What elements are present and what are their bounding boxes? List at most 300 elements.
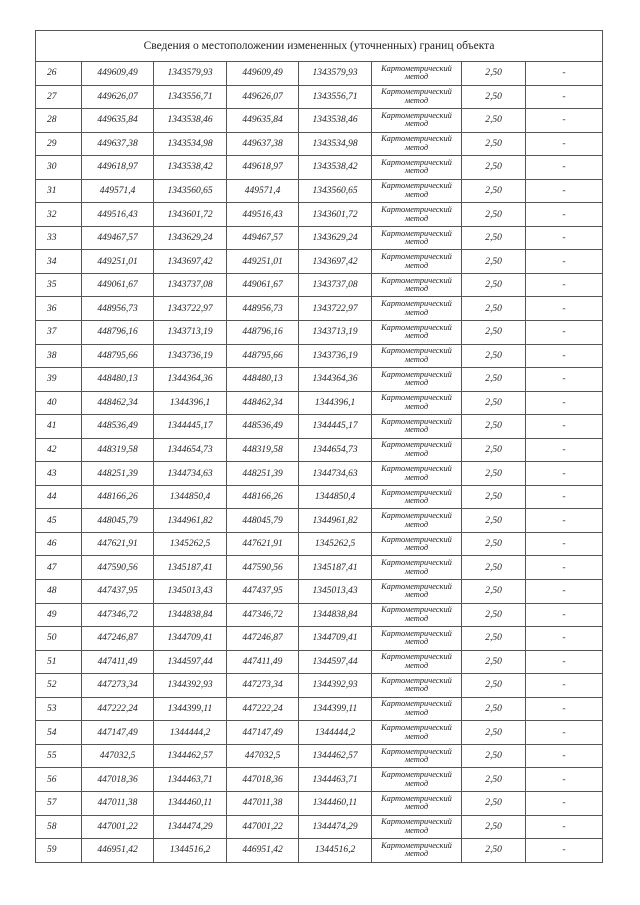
x-new-cell: 449626,07 xyxy=(227,85,299,109)
y-new-cell: 1343538,46 xyxy=(299,109,372,133)
point-number-cell: 48 xyxy=(36,580,82,604)
y-new-cell: 1343722,97 xyxy=(299,297,372,321)
y-new-cell: 1344463,71 xyxy=(299,768,372,792)
table-row xyxy=(36,179,603,203)
y-old-cell: 1344474,29 xyxy=(154,815,227,839)
point-number-cell: 31 xyxy=(36,179,82,203)
method-cell: Картометрический метод xyxy=(372,179,462,203)
y-old-cell: 1344460,11 xyxy=(154,791,227,815)
y-new-cell: 1344444,2 xyxy=(299,721,372,745)
y-old-cell: 1344444,2 xyxy=(154,721,227,745)
x-old-cell: 447011,38 xyxy=(82,791,154,815)
table-row xyxy=(36,462,603,486)
table-row xyxy=(36,438,603,462)
point-number-cell: 42 xyxy=(36,438,82,462)
accuracy-cell: 2,50 xyxy=(462,509,526,533)
description-cell: - xyxy=(526,603,603,627)
point-number-cell: 26 xyxy=(36,62,82,86)
description-cell: - xyxy=(526,297,603,321)
point-number-cell: 45 xyxy=(36,509,82,533)
x-new-cell: 448796,16 xyxy=(227,321,299,345)
table-row xyxy=(36,62,603,86)
y-old-cell: 1343560,65 xyxy=(154,179,227,203)
x-new-cell: 449516,43 xyxy=(227,203,299,227)
x-old-cell: 447437,95 xyxy=(82,580,154,604)
table-row xyxy=(36,721,603,745)
x-old-cell: 449609,49 xyxy=(82,62,154,86)
y-old-cell: 1344445,17 xyxy=(154,415,227,439)
accuracy-cell: 2,50 xyxy=(462,556,526,580)
accuracy-cell: 2,50 xyxy=(462,156,526,180)
table-title-row xyxy=(36,31,603,62)
y-old-cell: 1344838,84 xyxy=(154,603,227,627)
point-number-cell: 41 xyxy=(36,415,82,439)
description-cell: - xyxy=(526,650,603,674)
description-cell: - xyxy=(526,580,603,604)
method-cell: Картометрический метод xyxy=(372,697,462,721)
point-number-cell: 30 xyxy=(36,156,82,180)
x-new-cell: 447273,34 xyxy=(227,674,299,698)
x-old-cell: 447346,72 xyxy=(82,603,154,627)
x-new-cell: 449637,38 xyxy=(227,132,299,156)
method-cell: Картометрический метод xyxy=(372,603,462,627)
y-old-cell: 1345187,41 xyxy=(154,556,227,580)
y-new-cell: 1344838,84 xyxy=(299,603,372,627)
table-row xyxy=(36,156,603,180)
accuracy-cell: 2,50 xyxy=(462,391,526,415)
point-number-cell: 40 xyxy=(36,391,82,415)
table-row xyxy=(36,321,603,345)
table-row xyxy=(36,744,603,768)
table-row xyxy=(36,839,603,863)
x-old-cell: 449516,43 xyxy=(82,203,154,227)
description-cell: - xyxy=(526,532,603,556)
accuracy-cell: 2,50 xyxy=(462,273,526,297)
description-cell: - xyxy=(526,627,603,651)
method-cell: Картометрический метод xyxy=(372,391,462,415)
y-new-cell: 1343601,72 xyxy=(299,203,372,227)
y-new-cell: 1343534,98 xyxy=(299,132,372,156)
x-old-cell: 448795,66 xyxy=(82,344,154,368)
method-cell: Картометрический метод xyxy=(372,273,462,297)
accuracy-cell: 2,50 xyxy=(462,438,526,462)
method-cell: Картометрический метод xyxy=(372,132,462,156)
point-number-cell: 46 xyxy=(36,532,82,556)
method-cell: Картометрический метод xyxy=(372,791,462,815)
method-cell: Картометрический метод xyxy=(372,532,462,556)
x-new-cell: 448319,58 xyxy=(227,438,299,462)
point-number-cell: 32 xyxy=(36,203,82,227)
method-cell: Картометрический метод xyxy=(372,415,462,439)
y-new-cell: 1344516,2 xyxy=(299,839,372,863)
table-row xyxy=(36,627,603,651)
accuracy-cell: 2,50 xyxy=(462,839,526,863)
description-cell: - xyxy=(526,768,603,792)
point-number-cell: 27 xyxy=(36,85,82,109)
y-old-cell: 1343737,08 xyxy=(154,273,227,297)
table-row xyxy=(36,273,603,297)
table-title: Сведения о местоположении измененных (уточненных) границ объекта xyxy=(36,31,603,62)
description-cell: - xyxy=(526,839,603,863)
point-number-cell: 50 xyxy=(36,627,82,651)
accuracy-cell: 2,50 xyxy=(462,485,526,509)
method-cell: Картометрический метод xyxy=(372,344,462,368)
x-old-cell: 448796,16 xyxy=(82,321,154,345)
table-row xyxy=(36,603,603,627)
method-cell: Картометрический метод xyxy=(372,839,462,863)
point-number-cell: 35 xyxy=(36,273,82,297)
y-old-cell: 1343534,98 xyxy=(154,132,227,156)
y-old-cell: 1343556,71 xyxy=(154,85,227,109)
accuracy-cell: 2,50 xyxy=(462,768,526,792)
method-cell: Картометрический метод xyxy=(372,556,462,580)
point-number-cell: 34 xyxy=(36,250,82,274)
y-new-cell: 1345013,43 xyxy=(299,580,372,604)
x-new-cell: 447437,95 xyxy=(227,580,299,604)
y-new-cell: 1344654,73 xyxy=(299,438,372,462)
x-new-cell: 447011,38 xyxy=(227,791,299,815)
method-cell: Картометрический метод xyxy=(372,250,462,274)
x-old-cell: 449626,07 xyxy=(82,85,154,109)
x-new-cell: 449635,84 xyxy=(227,109,299,133)
x-old-cell: 447222,24 xyxy=(82,697,154,721)
table-row xyxy=(36,674,603,698)
accuracy-cell: 2,50 xyxy=(462,109,526,133)
point-number-cell: 39 xyxy=(36,368,82,392)
y-old-cell: 1344462,57 xyxy=(154,744,227,768)
y-new-cell: 1344709,41 xyxy=(299,627,372,651)
point-number-cell: 57 xyxy=(36,791,82,815)
description-cell: - xyxy=(526,179,603,203)
x-old-cell: 447001,22 xyxy=(82,815,154,839)
x-new-cell: 448536,49 xyxy=(227,415,299,439)
x-new-cell: 448956,73 xyxy=(227,297,299,321)
y-new-cell: 1344850,4 xyxy=(299,485,372,509)
description-cell: - xyxy=(526,556,603,580)
y-new-cell: 1343560,65 xyxy=(299,179,372,203)
y-new-cell: 1343736,19 xyxy=(299,344,372,368)
description-cell: - xyxy=(526,509,603,533)
description-cell: - xyxy=(526,391,603,415)
x-old-cell: 447621,91 xyxy=(82,532,154,556)
y-new-cell: 1344462,57 xyxy=(299,744,372,768)
method-cell: Картометрический метод xyxy=(372,509,462,533)
y-new-cell: 1343579,93 xyxy=(299,62,372,86)
description-cell: - xyxy=(526,109,603,133)
table-row xyxy=(36,250,603,274)
table-row xyxy=(36,791,603,815)
point-number-cell: 58 xyxy=(36,815,82,839)
y-old-cell: 1345013,43 xyxy=(154,580,227,604)
point-number-cell: 52 xyxy=(36,674,82,698)
x-old-cell: 449061,67 xyxy=(82,273,154,297)
y-old-cell: 1343713,19 xyxy=(154,321,227,345)
description-cell: - xyxy=(526,368,603,392)
x-old-cell: 447590,56 xyxy=(82,556,154,580)
point-number-cell: 49 xyxy=(36,603,82,627)
x-new-cell: 447222,24 xyxy=(227,697,299,721)
method-cell: Картометрический метод xyxy=(372,485,462,509)
method-cell: Картометрический метод xyxy=(372,462,462,486)
y-new-cell: 1343737,08 xyxy=(299,273,372,297)
x-old-cell: 449467,57 xyxy=(82,226,154,250)
description-cell: - xyxy=(526,226,603,250)
table-row xyxy=(36,509,603,533)
y-old-cell: 1344364,36 xyxy=(154,368,227,392)
method-cell: Картометрический метод xyxy=(372,368,462,392)
method-cell: Картометрический метод xyxy=(372,321,462,345)
accuracy-cell: 2,50 xyxy=(462,344,526,368)
method-cell: Картометрический метод xyxy=(372,226,462,250)
method-cell: Картометрический метод xyxy=(372,768,462,792)
method-cell: Картометрический метод xyxy=(372,815,462,839)
y-new-cell: 1344399,11 xyxy=(299,697,372,721)
description-cell: - xyxy=(526,415,603,439)
accuracy-cell: 2,50 xyxy=(462,226,526,250)
y-new-cell: 1344396,1 xyxy=(299,391,372,415)
y-old-cell: 1343538,42 xyxy=(154,156,227,180)
x-new-cell: 447147,49 xyxy=(227,721,299,745)
x-new-cell: 448480,13 xyxy=(227,368,299,392)
table-row xyxy=(36,203,603,227)
description-cell: - xyxy=(526,273,603,297)
accuracy-cell: 2,50 xyxy=(462,250,526,274)
x-new-cell: 447621,91 xyxy=(227,532,299,556)
y-new-cell: 1344392,93 xyxy=(299,674,372,698)
method-cell: Картометрический метод xyxy=(372,721,462,745)
accuracy-cell: 2,50 xyxy=(462,744,526,768)
description-cell: - xyxy=(526,791,603,815)
description-cell: - xyxy=(526,203,603,227)
x-new-cell: 448251,39 xyxy=(227,462,299,486)
point-number-cell: 36 xyxy=(36,297,82,321)
y-old-cell: 1344734,63 xyxy=(154,462,227,486)
accuracy-cell: 2,50 xyxy=(462,580,526,604)
method-cell: Картометрический метод xyxy=(372,85,462,109)
accuracy-cell: 2,50 xyxy=(462,721,526,745)
table-row xyxy=(36,532,603,556)
y-old-cell: 1343722,97 xyxy=(154,297,227,321)
point-number-cell: 44 xyxy=(36,485,82,509)
point-number-cell: 37 xyxy=(36,321,82,345)
description-cell: - xyxy=(526,674,603,698)
description-cell: - xyxy=(526,721,603,745)
y-old-cell: 1343579,93 xyxy=(154,62,227,86)
accuracy-cell: 2,50 xyxy=(462,462,526,486)
x-old-cell: 448536,49 xyxy=(82,415,154,439)
x-new-cell: 448166,26 xyxy=(227,485,299,509)
accuracy-cell: 2,50 xyxy=(462,62,526,86)
point-number-cell: 43 xyxy=(36,462,82,486)
x-new-cell: 449609,49 xyxy=(227,62,299,86)
method-cell: Картометрический метод xyxy=(372,203,462,227)
y-new-cell: 1344961,82 xyxy=(299,509,372,533)
accuracy-cell: 2,50 xyxy=(462,85,526,109)
y-old-cell: 1344392,93 xyxy=(154,674,227,698)
description-cell: - xyxy=(526,462,603,486)
method-cell: Картометрический метод xyxy=(372,109,462,133)
table-row xyxy=(36,485,603,509)
x-old-cell: 449251,01 xyxy=(82,250,154,274)
boundary-coordinates-table xyxy=(35,30,603,863)
description-cell: - xyxy=(526,85,603,109)
x-old-cell: 449635,84 xyxy=(82,109,154,133)
accuracy-cell: 2,50 xyxy=(462,791,526,815)
point-number-cell: 56 xyxy=(36,768,82,792)
y-old-cell: 1343736,19 xyxy=(154,344,227,368)
accuracy-cell: 2,50 xyxy=(462,321,526,345)
y-old-cell: 1343697,42 xyxy=(154,250,227,274)
accuracy-cell: 2,50 xyxy=(462,627,526,651)
x-old-cell: 449618,97 xyxy=(82,156,154,180)
description-cell: - xyxy=(526,344,603,368)
method-cell: Картометрический метод xyxy=(372,580,462,604)
table-row xyxy=(36,109,603,133)
point-number-cell: 29 xyxy=(36,132,82,156)
x-old-cell: 448045,79 xyxy=(82,509,154,533)
table-row xyxy=(36,85,603,109)
description-cell: - xyxy=(526,62,603,86)
table-row xyxy=(36,580,603,604)
point-number-cell: 51 xyxy=(36,650,82,674)
y-old-cell: 1344961,82 xyxy=(154,509,227,533)
accuracy-cell: 2,50 xyxy=(462,532,526,556)
x-old-cell: 447018,36 xyxy=(82,768,154,792)
coordinates-sheet xyxy=(35,30,602,863)
x-new-cell: 447411,49 xyxy=(227,650,299,674)
accuracy-cell: 2,50 xyxy=(462,697,526,721)
point-number-cell: 47 xyxy=(36,556,82,580)
x-old-cell: 447411,49 xyxy=(82,650,154,674)
x-old-cell: 446951,42 xyxy=(82,839,154,863)
accuracy-cell: 2,50 xyxy=(462,297,526,321)
description-cell: - xyxy=(526,250,603,274)
y-old-cell: 1344463,71 xyxy=(154,768,227,792)
x-old-cell: 448251,39 xyxy=(82,462,154,486)
y-old-cell: 1344597,44 xyxy=(154,650,227,674)
table-row xyxy=(36,297,603,321)
point-number-cell: 54 xyxy=(36,721,82,745)
x-old-cell: 449571,4 xyxy=(82,179,154,203)
table-row xyxy=(36,768,603,792)
y-new-cell: 1344445,17 xyxy=(299,415,372,439)
method-cell: Картометрический метод xyxy=(372,744,462,768)
table-row xyxy=(36,556,603,580)
description-cell: - xyxy=(526,815,603,839)
accuracy-cell: 2,50 xyxy=(462,603,526,627)
x-new-cell: 447590,56 xyxy=(227,556,299,580)
x-old-cell: 447273,34 xyxy=(82,674,154,698)
table-row xyxy=(36,697,603,721)
description-cell: - xyxy=(526,321,603,345)
description-cell: - xyxy=(526,744,603,768)
accuracy-cell: 2,50 xyxy=(462,815,526,839)
x-new-cell: 449061,67 xyxy=(227,273,299,297)
y-new-cell: 1343629,24 xyxy=(299,226,372,250)
accuracy-cell: 2,50 xyxy=(462,415,526,439)
point-number-cell: 59 xyxy=(36,839,82,863)
x-old-cell: 447246,87 xyxy=(82,627,154,651)
description-cell: - xyxy=(526,132,603,156)
x-new-cell: 449251,01 xyxy=(227,250,299,274)
x-old-cell: 448319,58 xyxy=(82,438,154,462)
x-old-cell: 447147,49 xyxy=(82,721,154,745)
y-new-cell: 1345262,5 xyxy=(299,532,372,556)
y-new-cell: 1344474,29 xyxy=(299,815,372,839)
y-old-cell: 1344399,11 xyxy=(154,697,227,721)
description-cell: - xyxy=(526,438,603,462)
x-new-cell: 447018,36 xyxy=(227,768,299,792)
y-old-cell: 1345262,5 xyxy=(154,532,227,556)
x-old-cell: 448956,73 xyxy=(82,297,154,321)
point-number-cell: 28 xyxy=(36,109,82,133)
y-new-cell: 1344460,11 xyxy=(299,791,372,815)
y-old-cell: 1343629,24 xyxy=(154,226,227,250)
x-new-cell: 448795,66 xyxy=(227,344,299,368)
x-old-cell: 448166,26 xyxy=(82,485,154,509)
accuracy-cell: 2,50 xyxy=(462,132,526,156)
x-old-cell: 448480,13 xyxy=(82,368,154,392)
description-cell: - xyxy=(526,156,603,180)
x-old-cell: 449637,38 xyxy=(82,132,154,156)
y-old-cell: 1344396,1 xyxy=(154,391,227,415)
table-row xyxy=(36,815,603,839)
table-row xyxy=(36,368,603,392)
method-cell: Картометрический метод xyxy=(372,62,462,86)
point-number-cell: 38 xyxy=(36,344,82,368)
method-cell: Картометрический метод xyxy=(372,650,462,674)
table-row xyxy=(36,650,603,674)
accuracy-cell: 2,50 xyxy=(462,179,526,203)
table-row xyxy=(36,415,603,439)
x-new-cell: 449467,57 xyxy=(227,226,299,250)
x-new-cell: 447246,87 xyxy=(227,627,299,651)
y-new-cell: 1343538,42 xyxy=(299,156,372,180)
y-new-cell: 1343713,19 xyxy=(299,321,372,345)
method-cell: Картометрический метод xyxy=(372,674,462,698)
x-new-cell: 448462,34 xyxy=(227,391,299,415)
point-number-cell: 53 xyxy=(36,697,82,721)
x-old-cell: 448462,34 xyxy=(82,391,154,415)
table-row xyxy=(36,344,603,368)
y-old-cell: 1344516,2 xyxy=(154,839,227,863)
x-new-cell: 447346,72 xyxy=(227,603,299,627)
table-row xyxy=(36,391,603,415)
point-number-cell: 55 xyxy=(36,744,82,768)
y-old-cell: 1343601,72 xyxy=(154,203,227,227)
y-new-cell: 1343697,42 xyxy=(299,250,372,274)
accuracy-cell: 2,50 xyxy=(462,368,526,392)
y-new-cell: 1345187,41 xyxy=(299,556,372,580)
x-new-cell: 449571,4 xyxy=(227,179,299,203)
y-old-cell: 1344654,73 xyxy=(154,438,227,462)
x-old-cell: 447032,5 xyxy=(82,744,154,768)
description-cell: - xyxy=(526,485,603,509)
method-cell: Картометрический метод xyxy=(372,627,462,651)
x-new-cell: 446951,42 xyxy=(227,839,299,863)
y-old-cell: 1343538,46 xyxy=(154,109,227,133)
method-cell: Картометрический метод xyxy=(372,297,462,321)
x-new-cell: 448045,79 xyxy=(227,509,299,533)
table-row xyxy=(36,132,603,156)
x-new-cell: 447001,22 xyxy=(227,815,299,839)
method-cell: Картометрический метод xyxy=(372,438,462,462)
description-cell: - xyxy=(526,697,603,721)
y-old-cell: 1344709,41 xyxy=(154,627,227,651)
y-new-cell: 1344734,63 xyxy=(299,462,372,486)
x-new-cell: 449618,97 xyxy=(227,156,299,180)
y-new-cell: 1344597,44 xyxy=(299,650,372,674)
